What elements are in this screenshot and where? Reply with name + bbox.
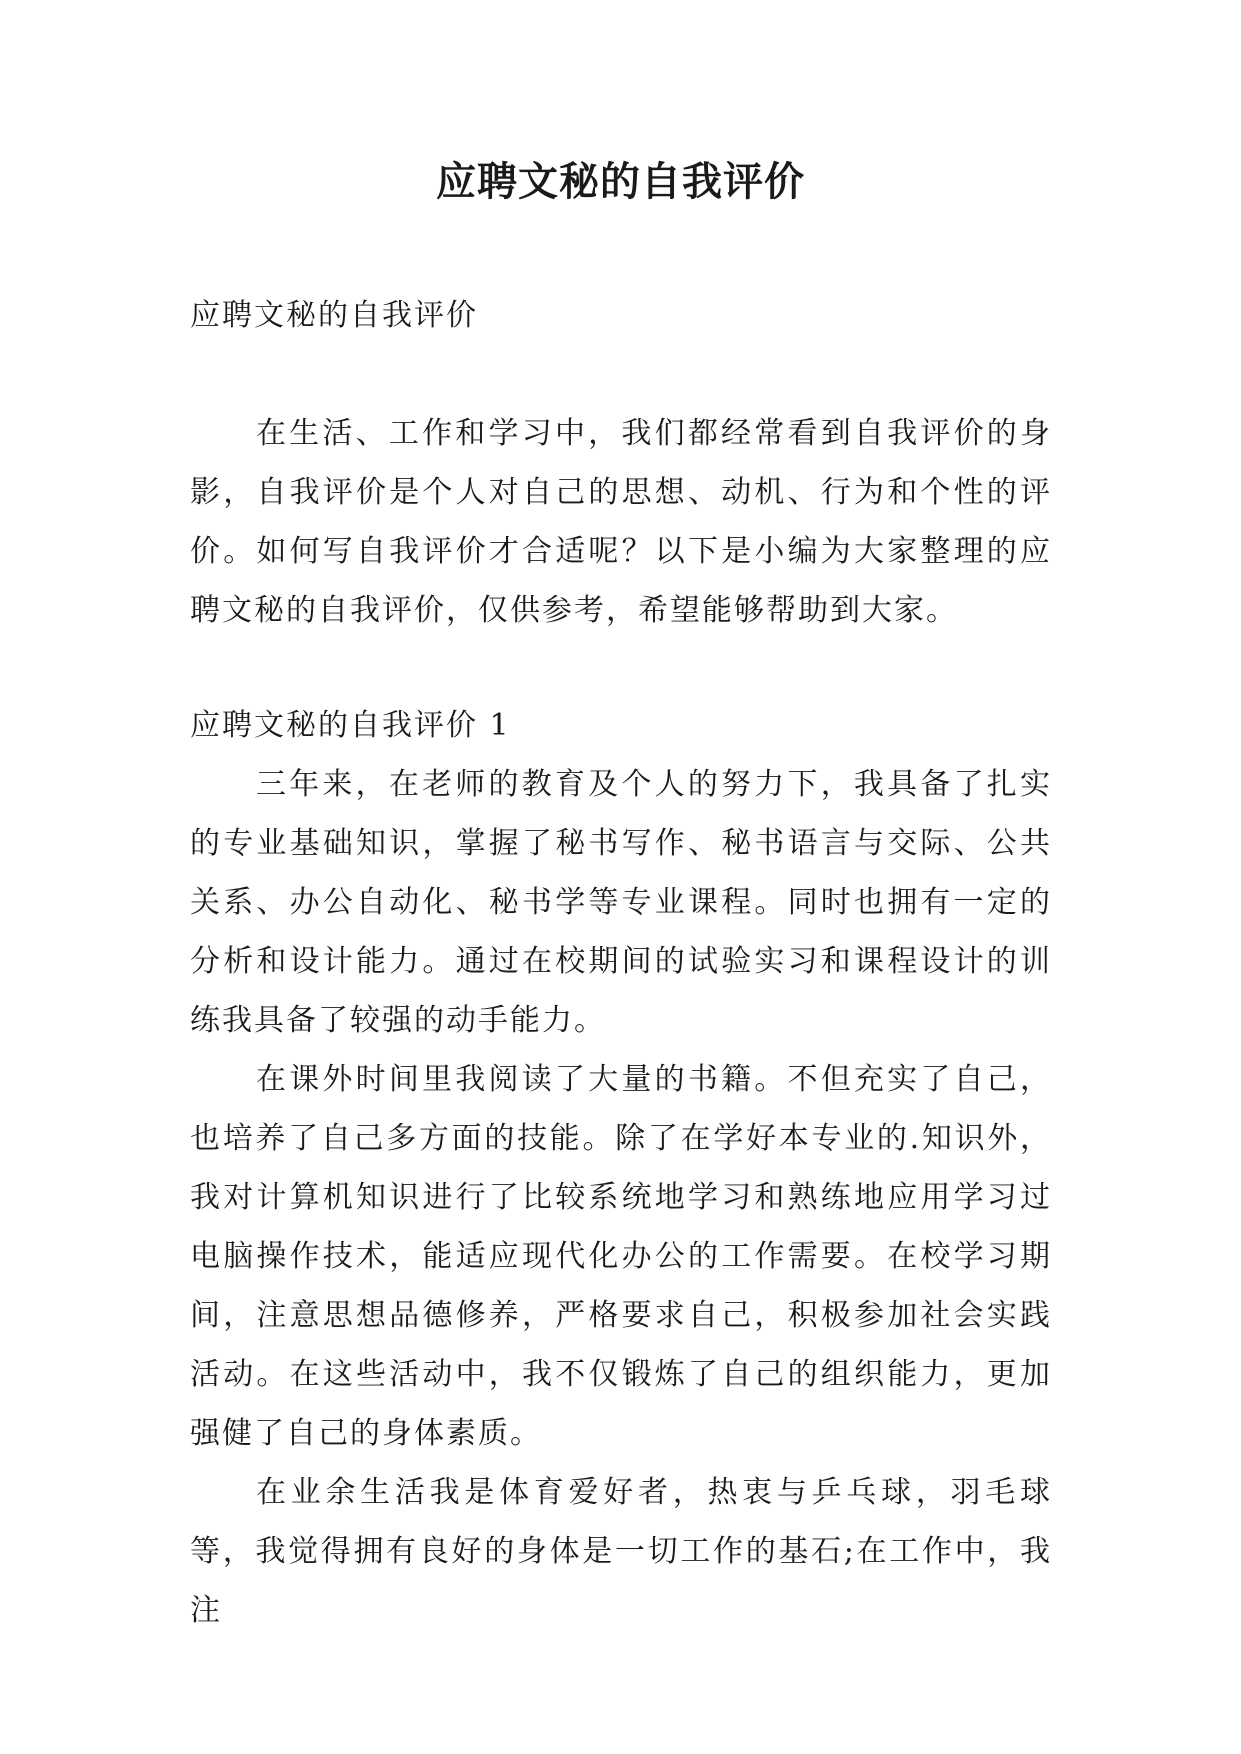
section-1-paragraph-2: 在课外时间里我阅读了大量的书籍。不但充实了自己，也培养了自己多方面的技能。除了在学好本专业的.知识外，我对计算机知识进行了比较系统地学习和熟练地应用学习过电脑操作技术，能适应现代化办公的工作需要。在校学习期间，注意思想品德修养，严格要求自己，积极参加社会实践活动。在这些活动中，我不仅锻炼了自己的组织能力，更加强健了自己的身体素质。 [190,1062,1052,1451]
section-1-paragraph-1: 三年来，在老师的教育及个人的努力下，我具备了扎实的专业基础知识，掌握了秘书写作、秘书语言与交际、公共关系、办公自动化、秘书学等专业课程。同时也拥有一定的分析和设计能力。通过在校期间的试验实习和课程设计的训练我具备了较强的动手能力。 [190,767,1052,1038]
section-1-paragraph-3: 在业余生活我是体育爱好者，热衷与乒乓球，羽毛球等，我觉得拥有良好的身体是一切工作的基石;在工作中，我注 [190,1475,1052,1628]
section-1-heading: 应聘文秘的自我评价 1 [190,708,511,743]
document-subtitle: 应聘文秘的自我评价 [190,298,478,333]
document-title: 应聘文秘的自我评价 [436,159,805,205]
intro-paragraph: 在生活、工作和学习中，我们都经常看到自我评价的身影，自我评价是个人对自己的思想、动机、行为和个性的评价。如何写自我评价才合适呢？以下是小编为大家整理的应聘文秘的自我评价，仅供参考，希望能够帮助到大家。 [190,416,1052,628]
section-1-body [190,755,1052,1640]
